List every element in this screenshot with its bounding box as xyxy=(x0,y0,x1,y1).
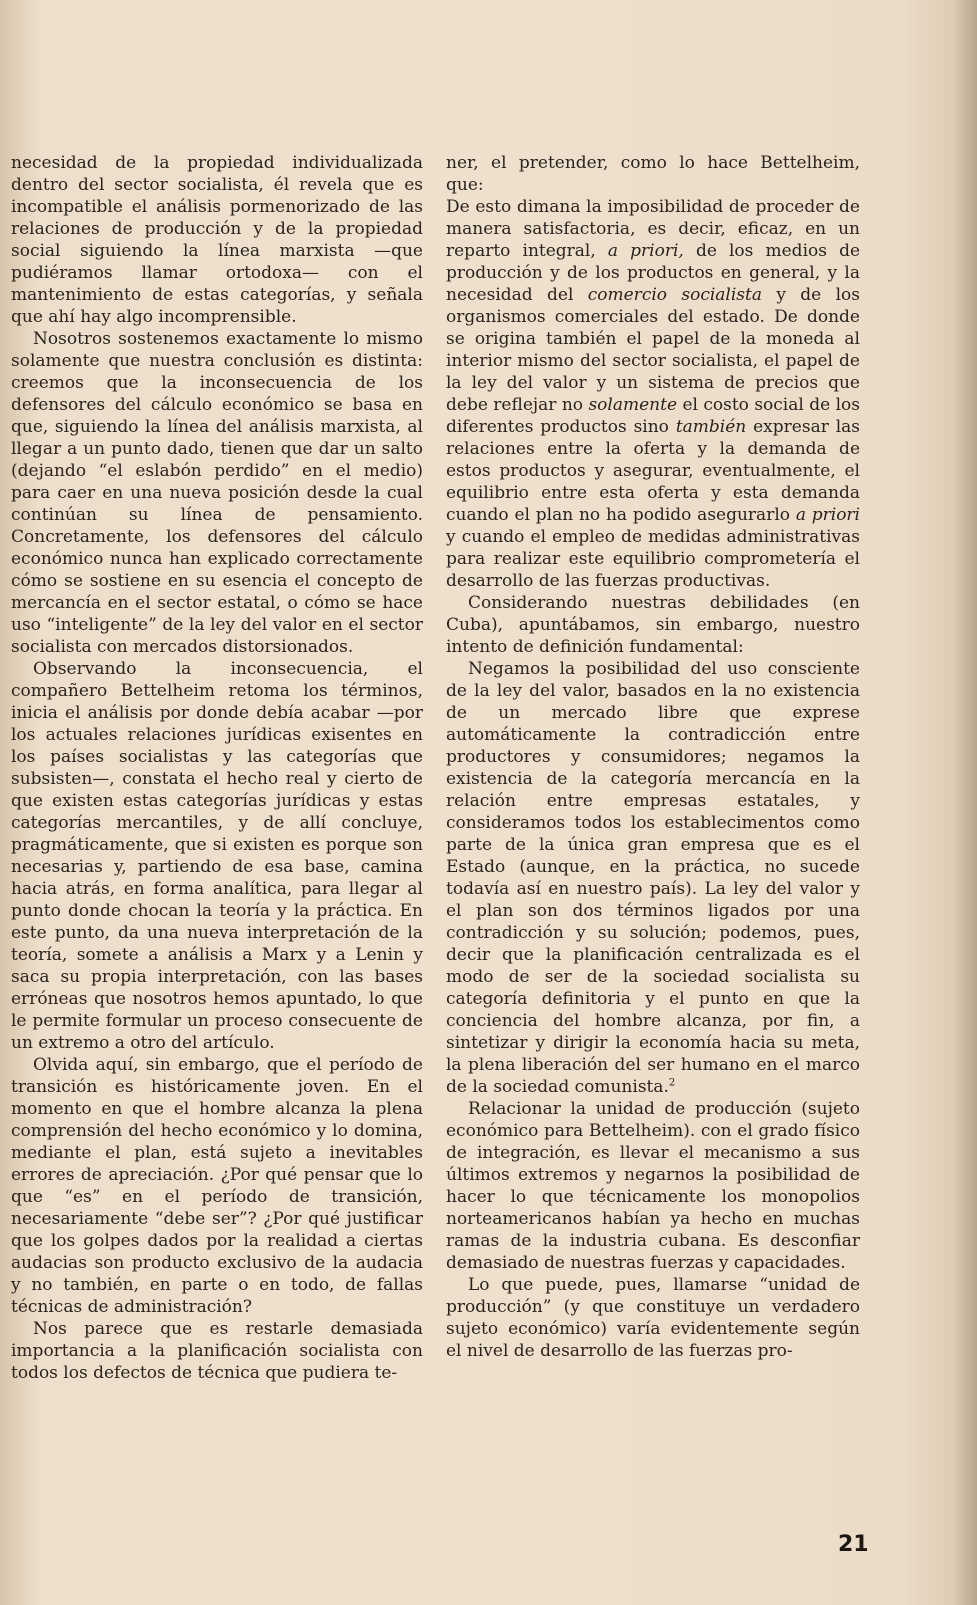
quote-text: de los medios de producción y de los productos en general, y la necesidad del xyxy=(446,241,861,305)
footnote-marker[interactable]: 2 xyxy=(668,1077,676,1089)
paragraph: Nosotros sostenemos exactamente lo mismo solamente que nuestra conclusión es distinta: creemos que la inconsecuencia de los defensores del cálculo económico se basa en que, siguiendo la línea del análisis marxista, al llegar a un punto dado, tienen que dar un salto (dejando “el eslabón perdido” en el medio) para caer en una nueva posición desde la cual continúan su línea de pensamiento. Concretamente, los defensores del cálculo económico nunca han explicado correctamente cómo se sostiene en su esencia el concepto de mercancía en el sector estatal, o cómo se hace uso “inteligente” de la ley del valor en el sector socialista con mercados distorsionados. xyxy=(11,329,423,657)
paragraph: Olvida aquí, sin embargo, que el período de transición es históricamente joven. En el momento en que el hombre alcanza la plena comprensión del hecho económico y lo domina, mediante el plan, está sujeto a inevitables errores de apreciación. ¿Por qué pensar que lo que “es” en el período de transición, necesariamente “debe ser”? ¿Por qué justificar que los golpes dados por la realidad a ciertas audacias son producto exclusivo de la audacia y no también, en parte o en todo, de fallas técnicas de administración? xyxy=(11,1055,423,1317)
emphasis: solamente xyxy=(588,395,678,415)
emphasis: a priori, xyxy=(607,241,684,261)
emphasis: comercio socialista xyxy=(587,285,762,305)
quote-text: Negamos la posibilidad del uso consciente de la ley del valor, basados en la no existencia de un mercado libre que exprese automáticamente la contradicción entre productores y consumidores; negamos la existencia de la categoría mercancía en la relación entre empresas estatales, y consideramos todos los establecimentos como parte de la única gran empresa que es el Estado (aunque, en la práctica, no sucede todavía así en nuestro país). La ley del valor y el plan son dos términos ligados por una contradicción y su solución; podemos, pues, decir que la planificación centralizada es el modo de ser de la sociedad socialista su categoría definitoria y el punto en que la conciencia del hombre alcanza, por fin, a sintetizar y dirigir la economía hacia su meta, la plena liberación del ser humano en el marco de la sociedad comunista. xyxy=(446,659,860,1097)
quote-text: expresar las relaciones entre la oferta y la demanda de estos productos y asegurar, eventualmente, el equilibrio entre esta oferta y esta demanda cuando el plan no ha podido asegurarlo xyxy=(446,417,861,525)
paragraph: ner, el pretender, como lo hace Bettelheim, que: xyxy=(446,153,860,195)
quote-text: el costo social de los diferentes productos sino xyxy=(446,395,860,437)
quote-text: y cuando el empleo de medidas administrativas para realizar este equilibrio comprometería el desarrollo de las fuerzas productivas. xyxy=(446,527,860,591)
block-quote xyxy=(446,196,860,592)
paragraph: Observando la inconsecuencia, el compañero Bettelheim retoma los términos, inicia el análisis por donde debía acabar —por los actuales relaciones jurídicas exisentes en los países socialistas y las categorías que subsisten—, constata el hecho real y cierto de que existen estas categorías jurídicas y estas categorías mercantiles, y de allí concluye, pragmáticamente, que si existen es porque son necesarias y, partiendo de esa base, camina hacia atrás, en forma analítica, para llegar al punto donde chocan la teoría y la práctica. En este punto, da una nueva interpretación de la teoría, somete a análisis a Marx y a Lenin y saca su propia interpretación, con las bases erróneas que nosotros hemos apuntado, lo que le permite formular un proceso consecuente de un extremo a otro del artículo. xyxy=(11,659,423,1053)
paragraph: Lo que puede, pues, llamarse “unidad de producción” (y que constituye un verdadero sujeto económico) varía evidentemente según el nivel de desarrollo de las fuerzas pro- xyxy=(446,1275,860,1361)
paragraph: necesidad de la propiedad individualizada dentro del sector socialista, él revela que es incompatible el análisis pormenorizado de las relaciones de producción y de la propiedad social siguiendo la línea marxista —que pudiéramos llamar ortodoxa— con el mantenimiento de estas categorías, y señala que ahí hay algo incomprensible. xyxy=(11,153,423,327)
left-column xyxy=(11,152,423,1384)
quote-text: y de los organismos comerciales del estado. De donde se origina también el papel de la moneda al interior mismo del sector socialista, el papel de la ley del valor y un sistema de precios que debe reflejar no xyxy=(446,285,860,415)
page-edge-shadow xyxy=(953,0,977,1605)
paragraph: Relacionar la unidad de producción (sujeto económico para Bettelheim). con el grado físico de integración, es llevar el mecanismo a sus últimos extremos y negarnos la posibilidad de hacer lo que técnicamente los monopolios norteamericanos habían ya hecho en muchas ramas de la industria cubana. Es desconfiar demasiado de nuestras fuerzas y capacidades. xyxy=(446,1099,860,1273)
paragraph: Considerando nuestras debilidades (en Cuba), apuntábamos, sin embargo, nuestro intento de definición fundamental: xyxy=(446,593,860,657)
emphasis: a priori xyxy=(795,505,860,525)
quote-text: De esto dimana la imposibilidad de proceder de manera satisfactoria, es decir, eficaz, en un reparto integral, xyxy=(446,197,860,261)
page-number: 21 xyxy=(838,1532,869,1557)
right-column xyxy=(446,152,860,1362)
emphasis: también xyxy=(675,417,747,437)
block-quote xyxy=(446,658,860,1098)
paragraph: Nos parece que es restarle demasiada importancia a la planificación socialista con todos los defectos de técnica que pudiera te- xyxy=(11,1319,423,1383)
